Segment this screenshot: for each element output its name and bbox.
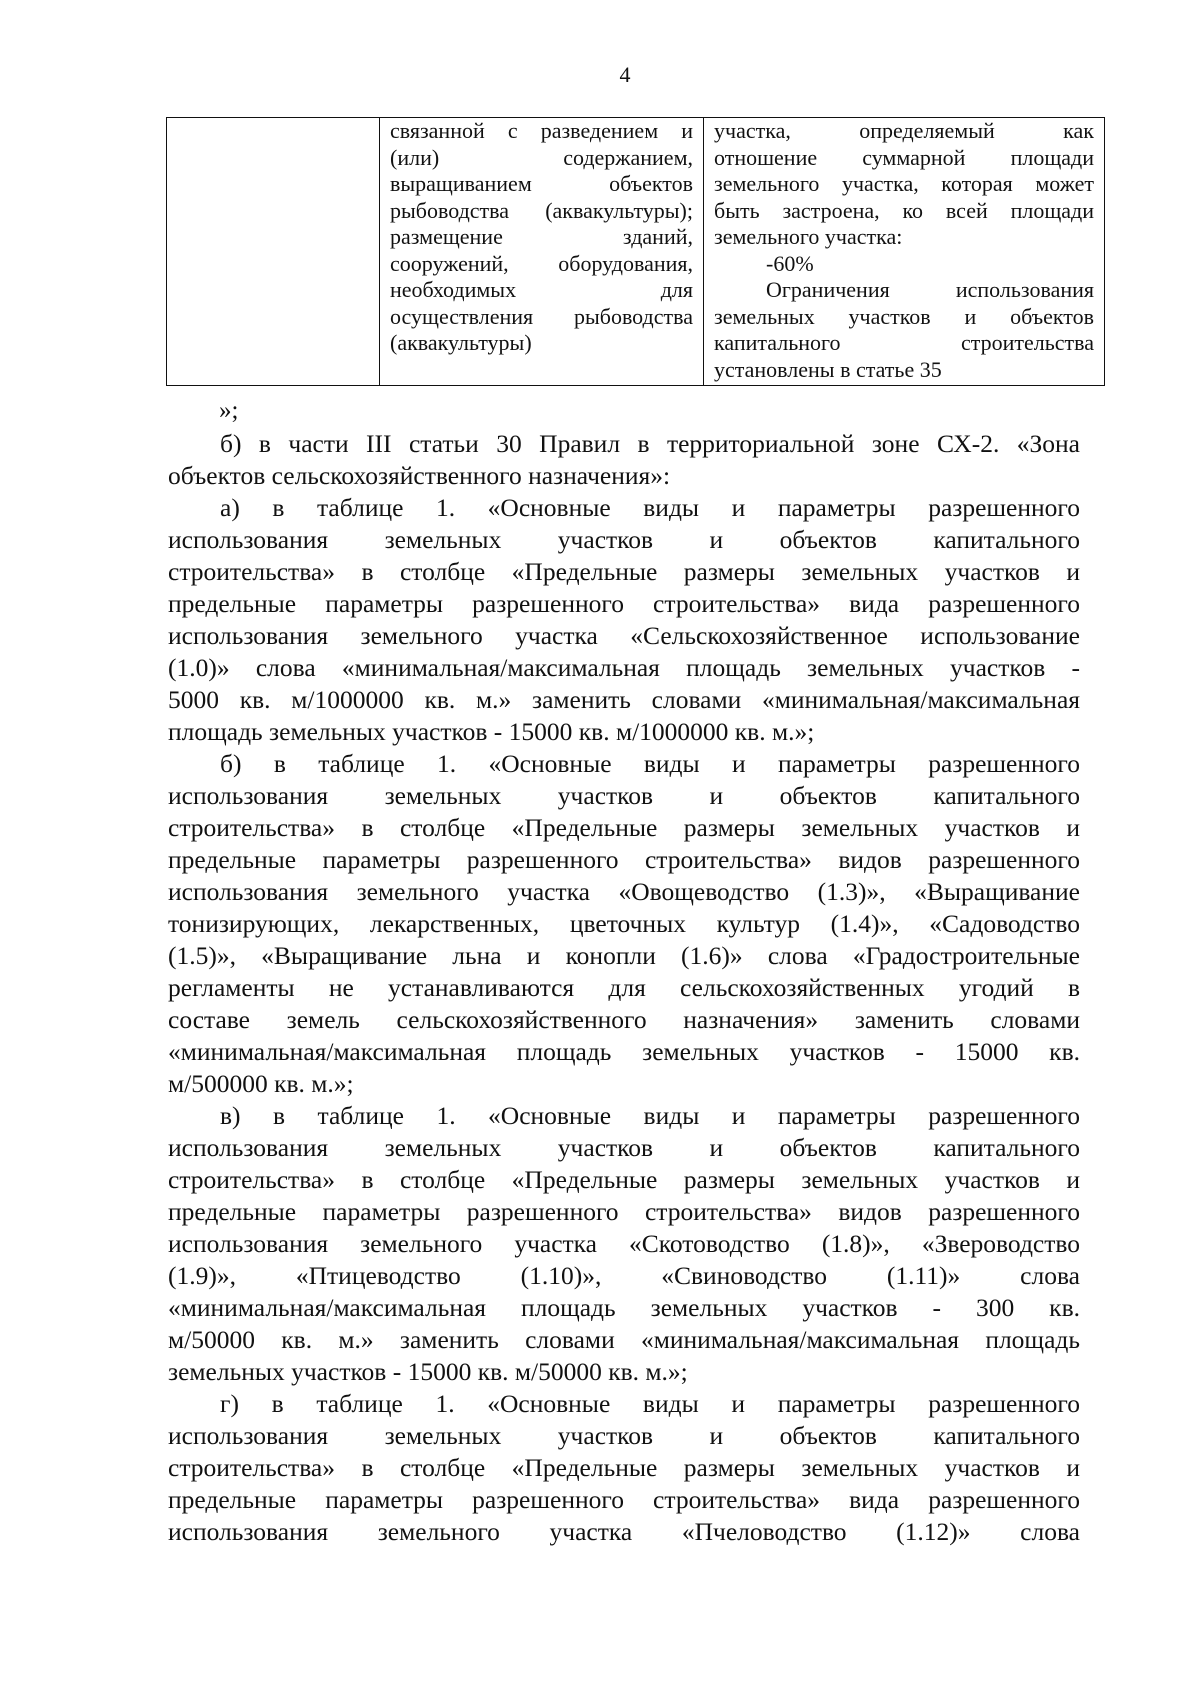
text-line: регламенты не устанавливаются для сельскохозяйственных угодий в [168, 973, 1080, 1002]
text-line: г) в таблице 1. «Основные виды и параметры разрешенного [220, 1389, 1080, 1418]
cell-line: капитального строительства [714, 330, 1094, 355]
cell-line: (или) содержанием, [390, 144, 693, 170]
text-line: б) в таблице 1. «Основные виды и параметры разрешенного [220, 749, 1080, 778]
table-cell-empty [167, 118, 380, 386]
text-line: «минимальная/максимальная площадь земельных участков - 15000 кв. [168, 1037, 1080, 1066]
text-line: предельные параметры разрешенного строительства» видов разрешенного [168, 1197, 1080, 1226]
text-line: строительства» в столбце «Предельные размеры земельных участков и [168, 813, 1080, 842]
body-text [168, 428, 1080, 1548]
cell-line: земельного участка, которая может [714, 171, 1094, 196]
continued-table [166, 117, 1105, 386]
cell-line: выращиванием объектов [390, 171, 693, 196]
text-line: 5000 кв. м/1000000 кв. м.» заменить словами «минимальная/максимальная [168, 685, 1080, 714]
cell-line: Ограничения использования [766, 277, 1094, 302]
text-line: использования земельного участка «Пчеловодство (1.12)» слова [168, 1517, 1080, 1546]
cell-line: размещение зданий, [390, 224, 693, 249]
text-line: а) в таблице 1. «Основные виды и параметры разрешенного [220, 493, 1080, 522]
table-cell-permitted-use [380, 118, 704, 386]
text-line: (1.9)», «Птицеводство (1.10)», «Свиноводство (1.11)» слова [168, 1261, 1080, 1290]
text-line: использования земельного участка «Сельскохозяйственное использование [168, 621, 1080, 650]
cell-line: -60% [766, 250, 814, 276]
table-cell-parameters [704, 118, 1105, 386]
closing-quote-mark: »; [219, 397, 239, 424]
text-line: м/500000 кв. м.»; [168, 1069, 354, 1098]
cell-line: участка, определяемый как [714, 118, 1094, 143]
cell-line: (аквакультуры) [390, 330, 532, 355]
text-line: тонизирующих, лекарственных, цветочных культур (1.4)», «Садоводство [168, 909, 1080, 938]
table-row [167, 118, 1105, 386]
text-line: использования земельных участков и объектов капитального [168, 781, 1080, 810]
text-line: строительства» в столбце «Предельные размеры земельных участков и [168, 557, 1080, 586]
text-line: (1.0)» слова «минимальная/максимальная площадь земельных участков - [168, 653, 1080, 682]
cell-line: осуществления рыбоводства [390, 303, 693, 329]
text-line: (1.5)», «Выращивание льна и конопли (1.6)» слова «Градостроительные [168, 941, 1080, 970]
text-line: предельные параметры разрешенного строительства» вида разрешенного [168, 1485, 1080, 1514]
text-line: б) в части III статьи 30 Правил в территориальной зоне СХ-2. «Зона [220, 429, 1080, 458]
cell-line: земельных участков и объектов [714, 303, 1094, 329]
text-line: «минимальная/максимальная площадь земельных участков - 300 кв. [168, 1293, 1080, 1322]
text-line: использования земельных участков и объектов капитального [168, 525, 1080, 554]
text-line: использования земельного участка «Скотоводство (1.8)», «Звероводство [168, 1229, 1080, 1258]
cell-line: установлены в статье 35 [714, 356, 942, 382]
text-line: м/50000 кв. м.» заменить словами «минимальная/максимальная площадь [168, 1325, 1080, 1354]
cell-line: необходимых для [390, 277, 693, 302]
cell-line: связанной с разведением и [390, 118, 693, 143]
text-line: использования земельного участка «Овощеводство (1.3)», «Выращивание [168, 877, 1080, 906]
page-number: 4 [619, 62, 631, 87]
text-line: площадь земельных участков - 15000 кв. м/1000000 кв. м.»; [168, 717, 815, 746]
cell-line: сооружений, оборудования, [390, 250, 693, 276]
cell-line: земельного участка: [714, 224, 903, 249]
text-line: использования земельных участков и объектов капитального [168, 1421, 1080, 1450]
text-line: составе земель сельскохозяйственного назначения» заменить словами [168, 1005, 1080, 1034]
text-line: земельных участков - 15000 кв. м/50000 кв. м.»; [168, 1357, 688, 1386]
text-line: предельные параметры разрешенного строительства» видов разрешенного [168, 845, 1080, 874]
cell-line: отношение суммарной площади [714, 144, 1094, 170]
text-line: в) в таблице 1. «Основные виды и параметры разрешенного [220, 1101, 1080, 1130]
text-line: строительства» в столбце «Предельные размеры земельных участков и [168, 1165, 1080, 1194]
text-line: строительства» в столбце «Предельные размеры земельных участков и [168, 1453, 1080, 1482]
text-line: использования земельных участков и объектов капитального [168, 1133, 1080, 1162]
cell-line: быть застроена, ко всей площади [714, 197, 1094, 223]
text-line: объектов сельскохозяйственного назначения»: [168, 461, 671, 490]
cell-line: рыбоводства (аквакультуры); [390, 197, 693, 223]
text-line: предельные параметры разрешенного строительства» вида разрешенного [168, 589, 1080, 618]
